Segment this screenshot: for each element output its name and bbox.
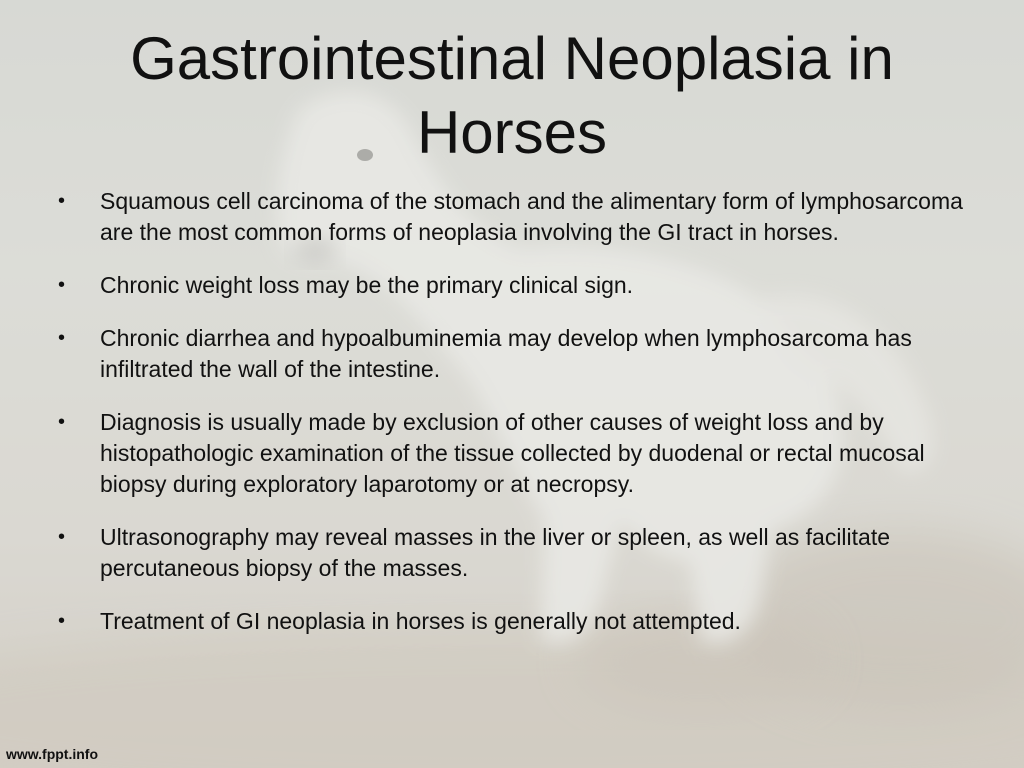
bullet-item <box>56 522 976 584</box>
slide-title: Gastrointestinal Neoplasia in Horses <box>130 25 894 166</box>
bullet-list <box>56 186 976 659</box>
bullet-item <box>56 186 976 248</box>
bullet-item <box>56 606 976 637</box>
bullet-text: Chronic diarrhea and hypoalbuminemia may develop when lymphosarcoma has infiltrated the wall of the intestine. <box>100 325 912 382</box>
bullet-icon: • <box>58 610 66 632</box>
bullet-text: Ultrasonography may reveal masses in the liver or spleen, as well as facilitate percutaneous biopsy of the masses. <box>100 524 891 581</box>
bullet-icon: • <box>58 327 66 349</box>
footer-watermark-link[interactable]: www.fppt.info <box>6 746 99 762</box>
bullet-icon: • <box>58 274 66 296</box>
bullet-icon: • <box>58 190 66 212</box>
bullet-text: Treatment of GI neoplasia in horses is generally not attempted. <box>100 608 741 634</box>
bullet-item <box>56 323 976 385</box>
bullet-text: Chronic weight loss may be the primary clinical sign. <box>100 272 634 298</box>
bullet-item <box>56 407 976 500</box>
bullet-icon: • <box>58 526 66 548</box>
bullet-text: Diagnosis is usually made by exclusion of other causes of weight loss and by histopathologic examination of the tissue collected by duodenal or rectal mucosal biopsy during exploratory laparotomy or at necropsy. <box>100 409 925 497</box>
bullet-text: Squamous cell carcinoma of the stomach and the alimentary form of lymphosarcoma are the most common forms of neoplasia involving the GI tract in horses. <box>100 188 963 245</box>
bullet-icon: • <box>58 411 66 433</box>
bullet-item <box>56 270 976 301</box>
